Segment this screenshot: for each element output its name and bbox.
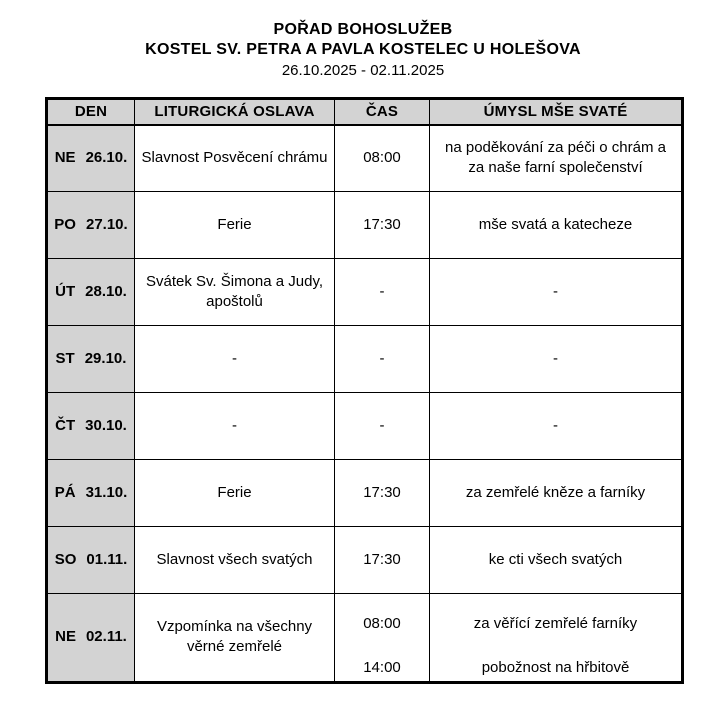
time-stack [341,148,423,168]
intention-stack [436,138,675,179]
celebration-cell: Svátek Sv. Šimona a Judy, apoštolů [135,259,335,326]
time-stack [341,416,423,436]
table-row [47,125,683,192]
day-date: 26.10. [85,149,128,167]
intention-cell [430,393,683,460]
time-cell [335,125,430,192]
table-row [47,460,683,527]
time-cell [335,326,430,393]
time-cell [335,393,430,460]
intention-cell [430,527,683,594]
intention-cell [430,259,683,326]
schedule-table-head [47,99,683,125]
intention-stack [436,282,675,302]
table-row [47,259,683,326]
day-abbr: PÁ [54,483,76,501]
time-value: - [379,282,385,300]
intention-value: pobožnost na hřbitově [481,659,630,677]
intention-stack [436,596,675,679]
intention-stack [436,483,675,503]
intention-stack [436,550,675,570]
schedule-table [45,97,684,684]
celebration-cell: Ferie [135,192,335,259]
day-date: 02.11. [85,628,127,646]
day-cell [47,326,135,393]
intention-value: - [553,282,558,300]
table-row [47,326,683,393]
celebration-cell: Slavnost Posvěcení chrámu [135,125,335,192]
day-date: 01.11. [86,550,128,568]
intention-value: - [553,416,558,434]
day-cell [47,527,135,594]
time-value: 08:00 [363,149,401,167]
time-cell [335,527,430,594]
intention-cell [430,326,683,393]
header-row [47,99,683,125]
time-value: 17:30 [363,550,401,568]
time-cell [335,192,430,259]
day-abbr: PO [54,215,76,233]
intention-stack [436,349,675,369]
time-stack [341,282,423,302]
time-stack [341,215,423,235]
intention-value: na poděkování za péči o chrám a za naše farní společenství [445,139,666,177]
document-subtitle: KOSTEL SV. PETRA A PAVLA KOSTELEC U HOLEŠOVA [145,41,581,58]
intention-value: za věřící zemřelé farníky [473,615,638,632]
day-cell [47,460,135,527]
intention-value: za zemřelé kněze a farníky [465,483,646,501]
day-cell [47,192,135,259]
column-header-cas: ČAS [335,99,430,125]
time-stack [341,483,423,503]
day-abbr: SO [54,550,77,568]
day-cell [47,125,135,192]
table-row [47,393,683,460]
day-date: 28.10. [85,282,127,300]
time-stack [341,596,423,679]
celebration-cell: Slavnost všech svatých [135,527,335,594]
document-date-range: 26.10.2025 - 02.11.2025 [281,62,445,79]
intention-stack [436,215,675,235]
day-cell [47,393,135,460]
intention-cell [430,125,683,192]
day-abbr: NE [54,149,76,167]
day-cell [47,259,135,326]
intention-stack [436,416,675,436]
celebration-cell: - [135,326,335,393]
day-date: 30.10. [85,416,127,434]
day-date: 31.10. [85,483,128,501]
day-abbr: ÚT [55,282,76,300]
time-cell [335,259,430,326]
document-header [45,20,681,81]
celebration-cell: Ferie [135,460,335,527]
time-cell [335,460,430,527]
column-header-umysl-mse-svate: ÚMYSL MŠE SVATÉ [430,99,683,125]
schedule-table-body [47,125,683,683]
time-stack [341,550,423,570]
intention-cell [430,192,683,259]
time-value: 17:30 [363,215,401,233]
intention-value: - [553,349,558,367]
day-abbr: ST [55,349,75,367]
time-value: 17:30 [363,483,401,501]
day-cell [47,594,135,683]
intention-cell [430,594,683,683]
column-header-liturgicka-oslava: LITURGICKÁ OSLAVA [135,99,335,125]
time-value: 14:00 [363,659,401,677]
time-value: - [379,349,385,367]
day-date: 27.10. [85,215,128,233]
celebration-cell: - [135,393,335,460]
day-date: 29.10. [84,349,127,367]
time-value: - [379,416,385,434]
column-header-den: DEN [47,99,135,125]
day-abbr: NE [55,628,76,646]
table-row [47,527,683,594]
time-cell [335,594,430,683]
intention-value: mše svatá a katecheze [478,215,633,233]
table-row [47,594,683,683]
table-row [47,192,683,259]
intention-value: ke cti všech svatých [488,550,623,568]
document-title: POŘAD BOHOSLUŽEB [273,21,453,38]
time-value: 08:00 [363,615,401,632]
celebration-cell: Vzpomínka na všechny věrné zemřelé [135,594,335,683]
time-stack [341,349,423,369]
intention-cell [430,460,683,527]
day-abbr: ČT [55,416,76,434]
